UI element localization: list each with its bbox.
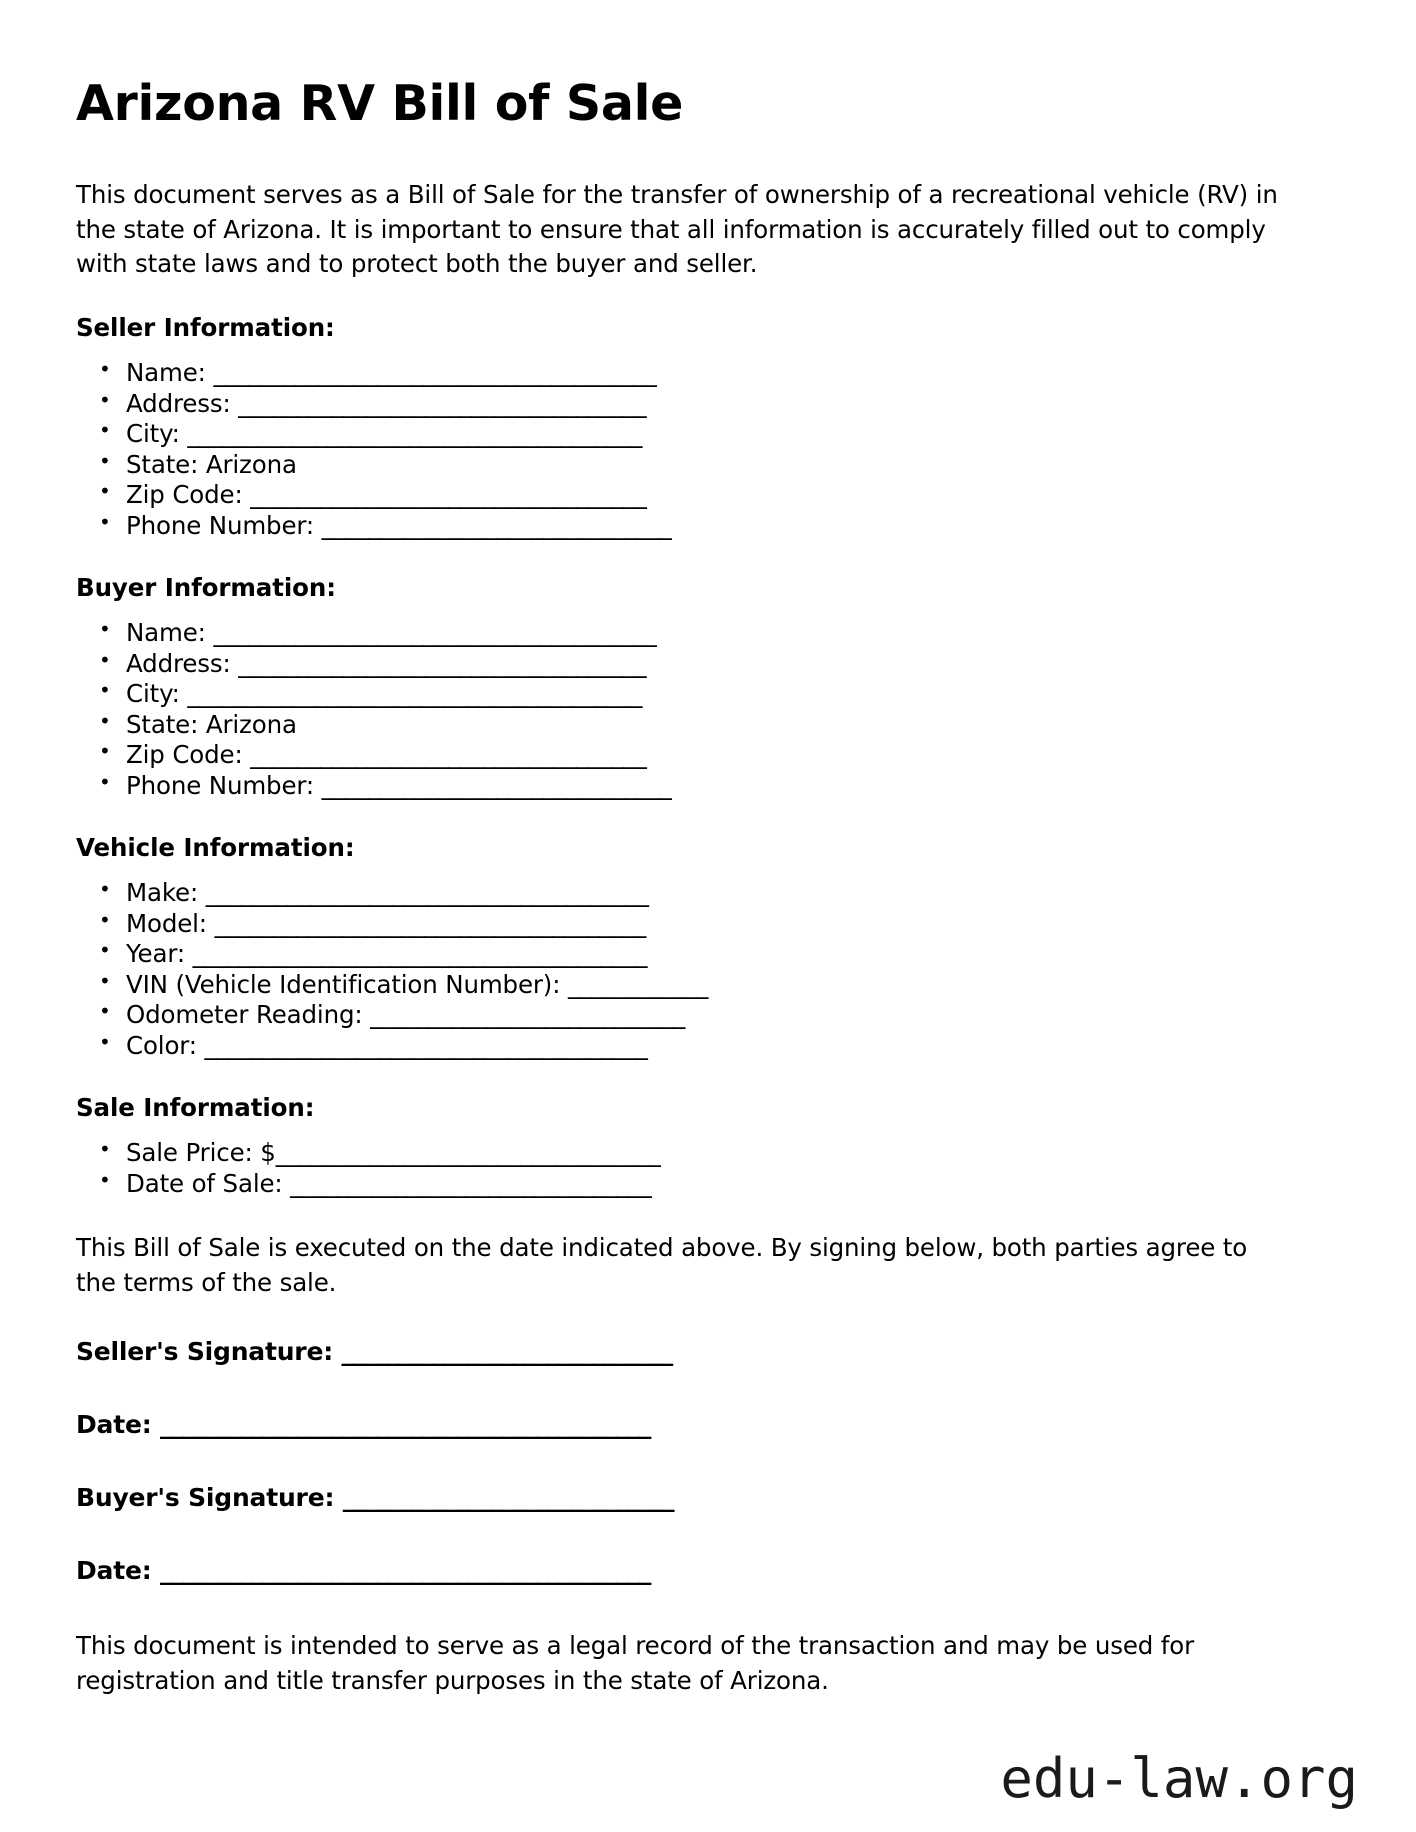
field-seller-phone — [126, 511, 1344, 542]
field-seller-address — [126, 389, 1344, 420]
field-label: Odometer Reading: — [126, 1000, 363, 1030]
field-blank[interactable]: ______________________________________ — [213, 358, 657, 388]
field-label: City: — [126, 679, 180, 709]
buyer-signature-label: Buyer's Signature: — [76, 1482, 335, 1512]
field-label: Phone Number: — [126, 510, 314, 540]
field-vehicle-make — [126, 878, 1344, 909]
field-buyer-zip — [126, 740, 1344, 771]
field-label: Name: — [126, 618, 206, 648]
seller-date-line — [76, 1410, 1344, 1439]
field-label: State: Arizona — [126, 449, 297, 479]
field-blank[interactable]: ___________________________ — [370, 1000, 685, 1030]
buyer-signature-blank[interactable]: _____________________________ — [342, 1482, 674, 1512]
vehicle-field-list — [76, 878, 1344, 1061]
field-label: Name: — [126, 358, 206, 388]
field-blank[interactable]: __________________________________ — [250, 740, 647, 770]
section-heading-sale: Sale Information: — [76, 1093, 315, 1123]
field-label: City: — [126, 419, 180, 449]
field-blank[interactable]: __________________________________ — [250, 480, 647, 510]
field-blank[interactable]: _____________________________________ — [214, 908, 646, 938]
field-vehicle-model — [126, 909, 1344, 940]
field-seller-zip — [126, 480, 1344, 511]
field-blank[interactable]: ______________________________________ — [213, 618, 657, 648]
field-label: Model: — [126, 908, 207, 938]
field-label: Address: — [126, 648, 231, 678]
field-blank[interactable]: _______________________________________ — [187, 419, 642, 449]
field-buyer-city — [126, 679, 1344, 710]
seller-date-label: Date: — [76, 1409, 152, 1439]
buyer-date-label: Date: — [76, 1555, 152, 1585]
field-blank[interactable]: ______________________________________ — [204, 1030, 648, 1060]
field-sale-date — [126, 1169, 1344, 1200]
field-seller-name — [126, 358, 1344, 389]
field-blank[interactable]: ______________________________ — [321, 770, 672, 800]
seller-signature-line — [76, 1337, 1344, 1366]
field-label: Zip Code: — [126, 740, 243, 770]
field-label: VIN (Vehicle Identification Number): — [126, 969, 561, 999]
buyer-date-blank[interactable]: ___________________________________________ — [160, 1555, 651, 1585]
seller-date-blank[interactable]: ___________________________________________ — [160, 1409, 651, 1439]
field-blank[interactable]: _______________________________________ — [187, 679, 642, 709]
field-buyer-address — [126, 649, 1344, 680]
field-blank[interactable]: _______________________________ — [290, 1168, 652, 1198]
field-label: Sale Price: $ — [126, 1138, 276, 1168]
field-label: Date of Sale: — [126, 1168, 283, 1198]
field-label: State: Arizona — [126, 709, 297, 739]
closing-paragraph: This document is intended to serve as a legal record of the transaction and may be used for registration and title transfer purposes in the state of Arizona. — [76, 1630, 1195, 1695]
field-buyer-name — [126, 618, 1344, 649]
field-vehicle-year — [126, 939, 1344, 970]
field-blank[interactable]: ___________________________________ — [238, 648, 647, 678]
seller-field-list — [76, 358, 1344, 541]
field-vehicle-vin — [126, 970, 1344, 1001]
field-vehicle-odometer — [126, 1000, 1344, 1031]
field-label: Phone Number: — [126, 770, 314, 800]
field-label: Address: — [126, 388, 231, 418]
field-buyer-phone — [126, 771, 1344, 802]
field-seller-state — [126, 450, 1344, 481]
field-blank[interactable]: ____________ — [567, 969, 708, 999]
section-heading-vehicle: Vehicle Information: — [76, 833, 355, 863]
page-title: Arizona RV Bill of Sale — [76, 75, 684, 132]
field-blank[interactable]: _________________________________ — [275, 1138, 661, 1168]
field-label: Make: — [126, 878, 199, 908]
intro-paragraph: This document serves as a Bill of Sale for the transfer of ownership of a recreational vehicle (RV) in the state of Arizona. It is important to ensure that all information is accurately filled out to comply with state laws and to protect both the buyer and seller. — [76, 179, 1278, 279]
buyer-field-list — [76, 618, 1344, 801]
seller-signature-blank[interactable]: _____________________________ — [341, 1336, 673, 1366]
field-seller-city — [126, 419, 1344, 450]
field-label: Color: — [126, 1030, 197, 1060]
sale-field-list — [76, 1138, 1344, 1199]
field-blank[interactable]: _______________________________________ — [192, 939, 647, 969]
watermark-edu-law: edu-law.org — [1000, 1747, 1358, 1810]
buyer-signature-line — [76, 1483, 1344, 1512]
section-heading-buyer: Buyer Information: — [76, 573, 336, 603]
field-label: Zip Code: — [126, 480, 243, 510]
field-blank[interactable]: ______________________________ — [321, 510, 672, 540]
section-heading-seller: Seller Information: — [76, 313, 335, 343]
seller-signature-label: Seller's Signature: — [76, 1336, 333, 1366]
field-buyer-state — [126, 710, 1344, 741]
field-vehicle-color — [126, 1031, 1344, 1062]
field-blank[interactable]: ___________________________________ — [238, 388, 647, 418]
buyer-date-line — [76, 1556, 1344, 1585]
field-blank[interactable]: ______________________________________ — [205, 878, 649, 908]
field-label: Year: — [126, 939, 185, 969]
execution-statement: This Bill of Sale is executed on the date indicated above. By signing below, both parties agree to the terms of the sale. — [76, 1233, 1248, 1298]
field-sale-price — [126, 1138, 1344, 1169]
